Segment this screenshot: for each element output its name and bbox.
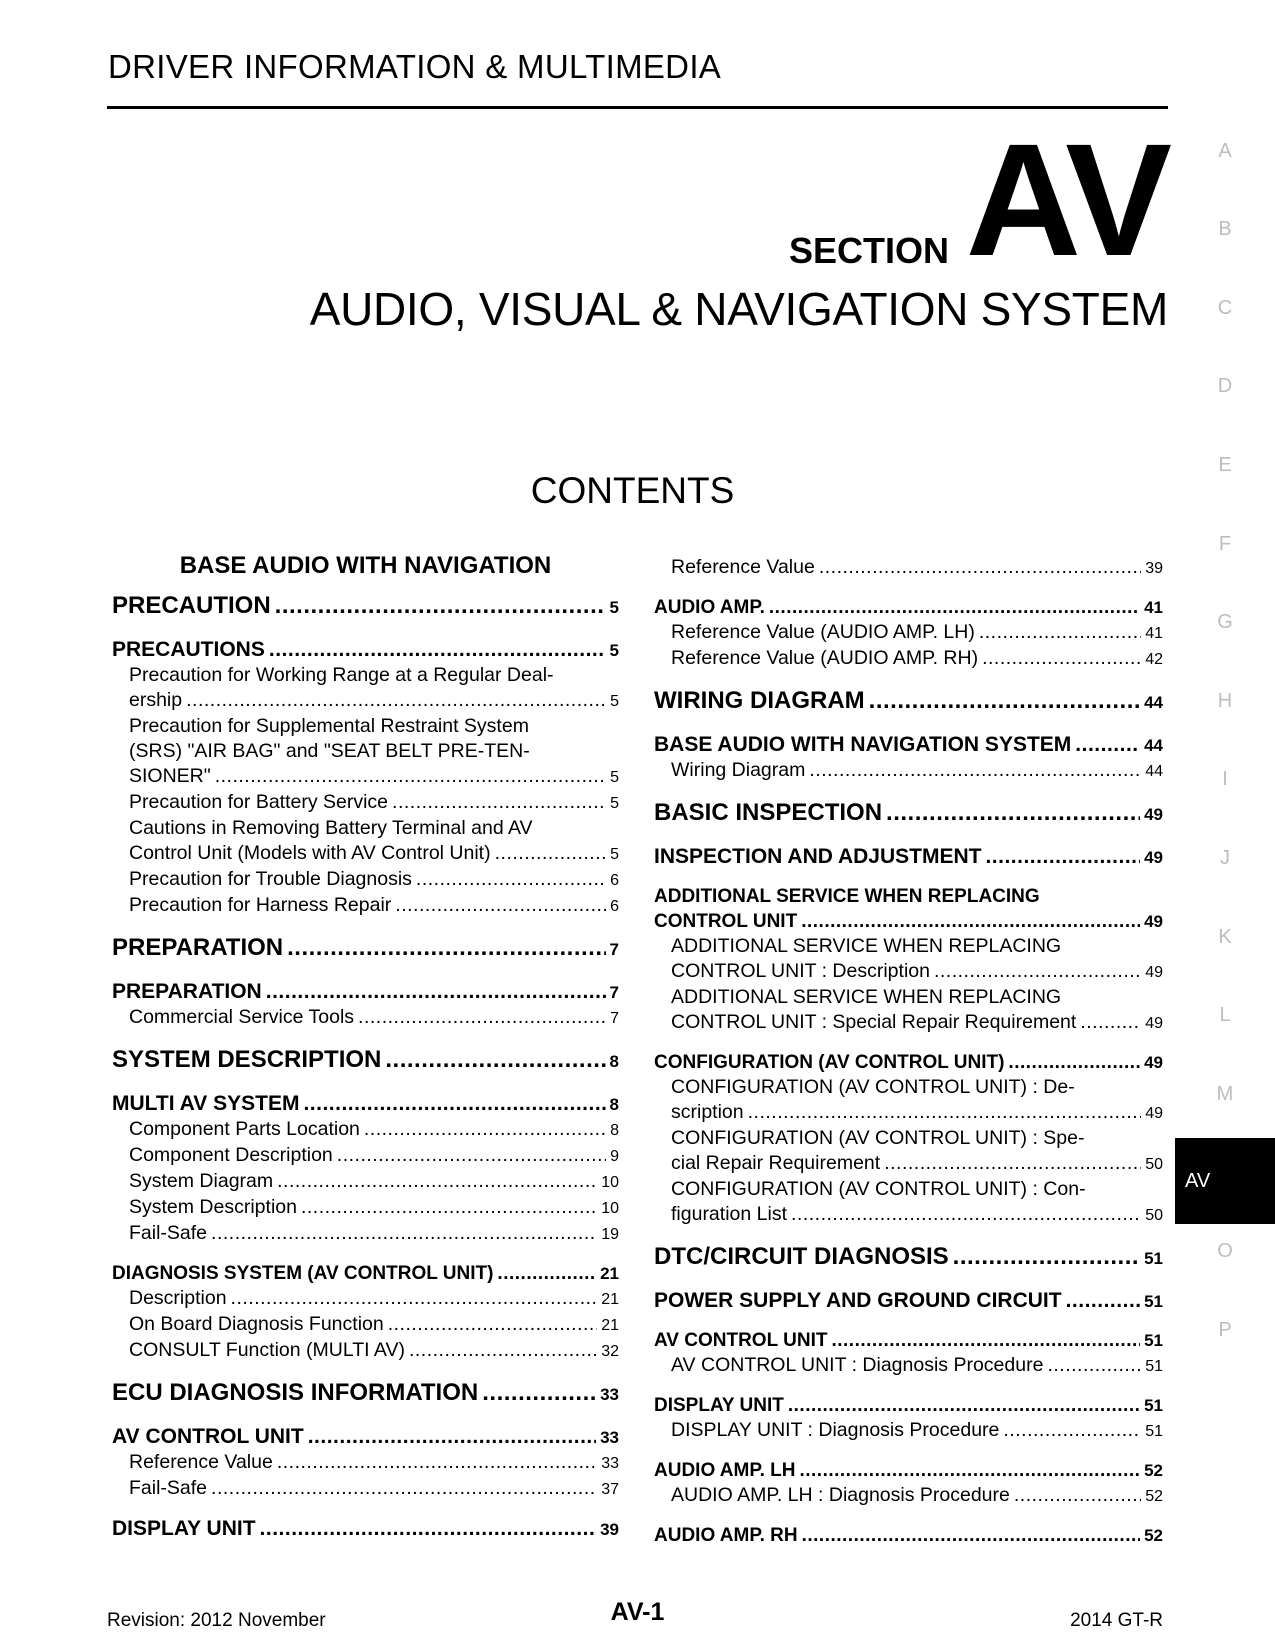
toc-right-column xyxy=(654,555,1163,1548)
toc-entry-additional-service[interactable]: CONTROL UNIT ..... 49 xyxy=(654,909,1163,934)
section-label: SECTION xyxy=(788,230,949,271)
toc-entry-wiring-diagram[interactable]: Wiring Diagram ..... 44 xyxy=(654,758,1163,784)
toc-entry-dtc-circuit-diagnosis[interactable]: DTC/CIRCUIT DIAGNOSIS ..... 51 xyxy=(654,1242,1163,1274)
toc-entry-harness-repair[interactable]: Precaution for Harness Repair ..... 6 xyxy=(112,893,619,919)
toc-entry-av-control-diagnosis[interactable]: AV CONTROL UNIT : Diagnosis Procedure ..... 51 xyxy=(654,1353,1163,1379)
toc-entry-srs-line1[interactable]: Precaution for Supplemental Restraint System xyxy=(129,715,529,737)
toc-entry-preparation-section[interactable]: PREPARATION ..... 7 xyxy=(112,933,619,965)
toc-entry-display-unit[interactable]: DISPLAY UNIT ..... 39 xyxy=(112,1516,619,1542)
index-tab-j[interactable]: J xyxy=(1220,846,1230,869)
index-tab-l[interactable]: L xyxy=(1219,1003,1231,1026)
toc-entry-trouble-diagnosis[interactable]: Precaution for Trouble Diagnosis ..... 6 xyxy=(112,867,619,893)
toc-entry-base-audio-nav-system[interactable]: BASE AUDIO WITH NAVIGATION SYSTEM ..... 44 xyxy=(654,732,1163,758)
toc-entry-battery-terminal[interactable]: Control Unit (Models with AV Control Unit) ..... 5 xyxy=(112,841,619,867)
index-tab-o[interactable]: O xyxy=(1217,1239,1233,1262)
toc-entry-fail-safe-2[interactable]: Fail-Safe ..... 37 xyxy=(112,1476,619,1502)
toc-entry-add-special-repair[interactable]: CONTROL UNIT : Special Repair Requirement ..... 49 xyxy=(654,1010,1163,1036)
toc-entry-add-req-line1[interactable]: ADDITIONAL SERVICE WHEN REPLACING xyxy=(671,986,1062,1008)
index-tab-f[interactable]: F xyxy=(1218,532,1232,555)
footer-model: 2014 GT-R xyxy=(1070,1610,1163,1631)
index-tab-d[interactable]: D xyxy=(1217,374,1233,397)
toc-entry-srs[interactable]: SIONER" ..... 5 xyxy=(112,764,619,790)
toc-entry-audio-amp-lh[interactable]: AUDIO AMP. LH ..... 52 xyxy=(654,1458,1163,1483)
toc-entry-config-list-line1[interactable]: CONFIGURATION (AV CONTROL UNIT) : Con- xyxy=(671,1178,1086,1200)
section-code: AV xyxy=(965,110,1168,289)
toc-entry-srs-line2[interactable]: (SRS) "AIR BAG" and "SEAT BELT PRE-TEN- xyxy=(129,740,530,762)
toc-entry-component-description[interactable]: Component Description ..... 9 xyxy=(112,1143,619,1169)
footer-revision: Revision: 2012 November xyxy=(107,1610,326,1631)
index-tab-p[interactable]: P xyxy=(1218,1318,1232,1341)
toc-entry-additional-service-line1[interactable]: ADDITIONAL SERVICE WHEN REPLACING xyxy=(654,886,1040,907)
toc-entry-config-desc-line1[interactable]: CONFIGURATION (AV CONTROL UNIT) : De- xyxy=(671,1076,1075,1098)
toc-entry-precaution[interactable]: PRECAUTION ..... 5 xyxy=(112,591,619,623)
toc-entry-on-board-diagnosis[interactable]: On Board Diagnosis Function ..... 21 xyxy=(112,1312,619,1338)
toc-entry-system-desc-sub[interactable]: System Description ..... 10 xyxy=(112,1195,619,1221)
index-tab-m[interactable]: M xyxy=(1216,1082,1234,1105)
toc-entry-ecu-diagnosis[interactable]: ECU DIAGNOSIS INFORMATION ..... 33 xyxy=(112,1378,619,1410)
toc-entry-working-range-line1[interactable]: Precaution for Working Range at a Regular Deal- xyxy=(129,664,554,686)
toc-entry-system-description[interactable]: SYSTEM DESCRIPTION ..... 8 xyxy=(112,1045,619,1077)
index-tab-e[interactable]: E xyxy=(1218,453,1232,476)
contents-title: CONTENTS xyxy=(530,470,735,511)
toc-entry-consult-function[interactable]: CONSULT Function (MULTI AV) ..... 32 xyxy=(112,1338,619,1364)
toc-entry-wiring-diagram-section[interactable]: WIRING DIAGRAM ..... 44 xyxy=(654,686,1163,718)
toc-entry-add-desc-line1[interactable]: ADDITIONAL SERVICE WHEN REPLACING xyxy=(671,935,1062,957)
toc-entry-diagnosis-system[interactable]: DIAGNOSIS SYSTEM (AV CONTROL UNIT) ..... 21 xyxy=(112,1261,619,1286)
toc-entry-config-description[interactable]: scription ..... 49 xyxy=(654,1100,1163,1126)
toc-entry-power-supply-ground[interactable]: POWER SUPPLY AND GROUND CIRCUIT ..... 51 xyxy=(654,1288,1163,1314)
index-tab-a[interactable]: A xyxy=(1218,139,1232,162)
toc-entry-config-list[interactable]: figuration List ..... 50 xyxy=(654,1202,1163,1228)
toc-entry-working-range[interactable]: ership ..... 5 xyxy=(112,688,619,714)
toc-entry-system-diagram[interactable]: System Diagram ..... 10 xyxy=(112,1169,619,1195)
footer-page-number: AV-1 xyxy=(610,1598,665,1626)
toc-entry-commercial-tools[interactable]: Commercial Service Tools ..... 7 xyxy=(112,1005,619,1031)
toc-entry-multi-av-system[interactable]: MULTI AV SYSTEM ..... 8 xyxy=(112,1091,619,1117)
header-rule xyxy=(107,106,1168,109)
toc-entry-description[interactable]: Description ..... 21 xyxy=(112,1286,619,1312)
toc-entry-inspection-adjustment[interactable]: INSPECTION AND ADJUSTMENT ..... 49 xyxy=(654,844,1163,870)
toc-entry-audio-amp-lh-diagnosis[interactable]: AUDIO AMP. LH : Diagnosis Procedure ..... 52 xyxy=(654,1483,1163,1509)
toc-entry-component-parts[interactable]: Component Parts Location ..... 8 xyxy=(112,1117,619,1143)
toc-entry-reference-value[interactable]: Reference Value ..... 33 xyxy=(112,1450,619,1476)
toc-entry-audio-amp[interactable]: AUDIO AMP. ..... 41 xyxy=(654,595,1163,620)
toc-entry-ref-amp-lh[interactable]: Reference Value (AUDIO AMP. LH) ..... 41 xyxy=(654,620,1163,646)
index-tab-h[interactable]: H xyxy=(1217,689,1233,712)
toc-entry-battery-terminal-line1[interactable]: Cautions in Removing Battery Terminal and AV xyxy=(129,817,533,839)
toc-entry-config-req-line1[interactable]: CONFIGURATION (AV CONTROL UNIT) : Spe- xyxy=(671,1127,1085,1149)
toc-entry-battery-service[interactable]: Precaution for Battery Service ..... 5 xyxy=(112,790,619,816)
toc-entry-fail-safe[interactable]: Fail-Safe ..... 19 xyxy=(112,1221,619,1247)
toc-entry-reference-value-display[interactable]: Reference Value ..... 39 xyxy=(654,555,1163,581)
toc-left-column xyxy=(112,550,619,1542)
toc-entry-av-control-unit-dtc[interactable]: AV CONTROL UNIT ..... 51 xyxy=(654,1328,1163,1353)
index-tab-av-active[interactable]: AV xyxy=(1175,1138,1275,1224)
section-index-tabs xyxy=(1175,0,1275,1651)
toc-entry-configuration[interactable]: CONFIGURATION (AV CONTROL UNIT) ..... 49 xyxy=(654,1050,1163,1075)
toc-entry-add-description[interactable]: CONTROL UNIT : Description ..... 49 xyxy=(654,959,1163,985)
index-tab-k[interactable]: K xyxy=(1218,925,1232,948)
index-tab-i[interactable]: I xyxy=(1222,767,1228,790)
index-tab-g[interactable]: G xyxy=(1217,610,1233,633)
index-tab-b[interactable]: B xyxy=(1218,217,1232,240)
toc-entry-config-special-repair[interactable]: cial Repair Requirement ..... 50 xyxy=(654,1151,1163,1177)
index-tab-c[interactable]: C xyxy=(1217,296,1233,319)
toc-entry-display-unit-dtc[interactable]: DISPLAY UNIT ..... 51 xyxy=(654,1393,1163,1418)
document-header-title: DRIVER INFORMATION & MULTIMEDIA xyxy=(108,48,722,85)
toc-entry-preparation[interactable]: PREPARATION ..... 7 xyxy=(112,979,619,1005)
toc-entry-display-diagnosis[interactable]: DISPLAY UNIT : Diagnosis Procedure ..... 51 xyxy=(654,1418,1163,1444)
toc-entry-ref-amp-rh[interactable]: Reference Value (AUDIO AMP. RH) ..... 42 xyxy=(654,646,1163,672)
toc-entry-precautions[interactable]: PRECAUTIONS ..... 5 xyxy=(112,637,619,663)
toc-entry-audio-amp-rh[interactable]: AUDIO AMP. RH ..... 52 xyxy=(654,1523,1163,1548)
toc-entry-av-control-unit[interactable]: AV CONTROL UNIT ..... 33 xyxy=(112,1424,619,1450)
toc-entry-basic-inspection[interactable]: BASIC INSPECTION ..... 49 xyxy=(654,798,1163,830)
section-name: AUDIO, VISUAL & NAVIGATION SYSTEM xyxy=(309,283,1168,335)
toc-group-heading: BASE AUDIO WITH NAVIGATION xyxy=(179,552,552,579)
